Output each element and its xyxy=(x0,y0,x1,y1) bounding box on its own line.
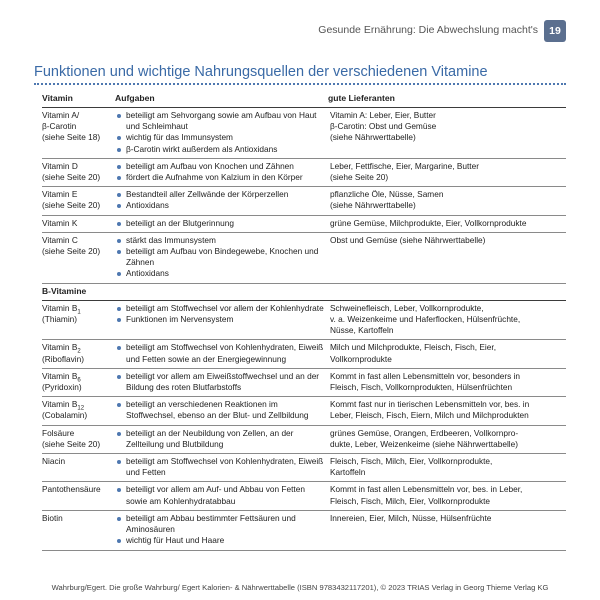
sources-cell xyxy=(328,232,566,283)
tasks-cell xyxy=(115,368,328,396)
task-item: wichtig für Haut und Haare xyxy=(115,535,328,546)
task-item: wichtig für das Immunsystem xyxy=(115,132,328,143)
dotted-divider xyxy=(34,83,566,85)
tasks-list xyxy=(115,342,328,364)
task-item: Antioxidans xyxy=(115,200,328,211)
sources-text: Leber, Fettfische, Eier, Margarine, Butter (siehe Seite 20) xyxy=(330,160,479,183)
vitamin-subscript: 6 xyxy=(77,377,81,384)
sources-text: Innereien, Eier, Milch, Nüsse, Hülsenfrüchte xyxy=(330,512,492,523)
group-label-b-vitamins: B-Vitamine xyxy=(42,283,566,300)
sources-cell xyxy=(328,187,566,215)
sources-cell xyxy=(328,368,566,396)
vitamin-cell xyxy=(42,232,115,283)
vitamin-name-line xyxy=(42,428,111,439)
task-item: beteiligt am Stoffwechsel von Kohlenhydraten, Eiweiß und Fetten sowie an der Energiegewinnung xyxy=(115,342,328,364)
vitamin-name-line xyxy=(42,342,111,356)
tasks-cell xyxy=(115,108,328,159)
vitamin-base-name: Vitamin B xyxy=(42,399,78,410)
vitamin-name-line xyxy=(42,484,111,495)
vitamin-cell xyxy=(42,482,115,510)
sources-text: grüne Gemüse, Milchprodukte, Eier, Vollkornprodukte xyxy=(330,217,527,228)
table-row xyxy=(42,425,566,453)
tasks-cell xyxy=(115,158,328,186)
sources-cell xyxy=(328,510,566,550)
table-row xyxy=(42,187,566,215)
sources-text: Kommt in fast allen Lebensmitteln vor, bes. in Leber, Fleisch, Fisch, Milch, Eier, Vollkornprodukte xyxy=(330,484,523,506)
vitamin-cell xyxy=(42,158,115,186)
running-head: Gesunde Ernährung: Die Abwechslung macht's xyxy=(318,24,538,36)
vitamin-name-line: Vitamin C xyxy=(42,234,78,245)
copyright-footer: Wahrburg/Egert. Die große Wahrburg/ Egert Kalorien- & Nährwerttabelle (ISBN 9783432117201), © 2023 TRIAS Verlag in Georg Thieme Verlag KG xyxy=(51,583,549,592)
table-row xyxy=(42,510,566,550)
table-row xyxy=(42,340,566,368)
table-row xyxy=(42,454,566,482)
vitamin-note: (Pyridoxin) xyxy=(42,382,82,393)
tasks-cell xyxy=(115,187,328,215)
sources-text: Kommt in fast allen Lebensmitteln vor, besonders in Fleisch, Fisch, Vollkornprodukten, Hülsenfrüchten xyxy=(330,370,521,393)
vitamin-note: (Cobalamin) xyxy=(42,410,88,421)
task-item: beteiligt am Sehvorgang sowie am Aufbau von Haut und Schleimhaut xyxy=(115,110,328,132)
sources-cell xyxy=(328,300,566,340)
table-row xyxy=(42,158,566,186)
sources-text: Fleisch, Fisch, Milch, Eier, Vollkornprodukte, Kartoffeln xyxy=(330,456,493,478)
tasks-list xyxy=(115,110,328,155)
task-item: Bestandteil aller Zellwände der Körperzellen xyxy=(115,189,328,200)
task-item: beteiligt an der Blutgerinnung xyxy=(115,218,328,229)
tasks-list xyxy=(115,428,328,450)
tasks-list xyxy=(115,235,328,280)
vitamin-note: (Riboflavin) xyxy=(42,353,84,364)
sources-text: Milch und Milchprodukte, Fleisch, Fisch, Eier, Vollkornprodukte xyxy=(330,342,496,364)
page-number-badge: 19 xyxy=(544,20,566,42)
task-item: beteiligt vor allem am Auf- und Abbau von Fetten sowie am Kohlenhydratabbau xyxy=(115,484,328,506)
vitamin-note: (siehe Seite 20) xyxy=(42,438,101,449)
tasks-cell xyxy=(115,232,328,283)
vitamin-name-line: (siehe Seite 18) xyxy=(42,132,101,143)
vitamin-cell xyxy=(42,454,115,482)
vitamin-name-line xyxy=(42,371,111,382)
vitamin-name-line: Vitamin K xyxy=(42,217,78,228)
tasks-list xyxy=(115,484,328,506)
vitamin-table xyxy=(42,90,566,551)
vitamin-cell xyxy=(42,300,115,340)
task-item: beteiligt am Stoffwechsel vor allem der Kohlenhydrate xyxy=(115,303,328,314)
tasks-list xyxy=(115,303,328,325)
task-item: beteiligt am Abbau bestimmter Fettsäuren und Aminosäuren xyxy=(115,513,328,535)
vitamin-cell xyxy=(42,425,115,453)
vitamin-name-line: (siehe Seite 20) xyxy=(42,246,101,257)
sources-text: Schweinefleisch, Leber, Vollkornprodukte, v. a. Weizenkeime und Haferflocken, Hülsenfrüchte, Nüsse, Kartoffeln xyxy=(330,302,521,336)
tasks-cell xyxy=(115,482,328,510)
vitamin-name-line xyxy=(42,513,111,524)
table-body xyxy=(42,108,566,551)
vitamin-cell xyxy=(42,108,115,159)
vitamin-name-line xyxy=(42,399,111,410)
vitamin-cell xyxy=(42,510,115,550)
vitamin-cell xyxy=(42,397,115,425)
table-header-row xyxy=(42,90,566,108)
sources-cell xyxy=(328,482,566,510)
task-item: beteiligt vor allem am Eiweißstoffwechsel und an der Bildung des roten Blutfarbstoffs xyxy=(115,371,328,393)
tasks-cell xyxy=(115,425,328,453)
sources-text: pflanzliche Öle, Nüsse, Samen (siehe Nährwerttabelle) xyxy=(330,189,444,211)
vitamin-name-line: (siehe Seite 20) xyxy=(42,200,101,211)
vitamin-name-line: Vitamin E xyxy=(42,189,78,200)
table-row xyxy=(42,300,566,340)
tasks-list xyxy=(115,161,328,183)
vitamin-name-line: Vitamin A/ xyxy=(42,110,80,120)
task-item: stärkt das Immunsystem xyxy=(115,235,328,246)
vitamin-subscript: 12 xyxy=(77,405,85,412)
vitamin-base-name: Vitamin B xyxy=(42,370,78,381)
sources-cell xyxy=(328,397,566,425)
tasks-cell xyxy=(115,300,328,340)
tasks-cell xyxy=(115,340,328,368)
vitamin-note: (Thiamin) xyxy=(42,314,78,325)
sources-text: Obst und Gemüse (siehe Nährwerttabelle) xyxy=(330,234,486,245)
tasks-list xyxy=(115,456,328,478)
sources-cell xyxy=(328,158,566,186)
sources-cell xyxy=(328,215,566,232)
vitamin-subscript: 2 xyxy=(77,349,81,356)
tasks-cell xyxy=(115,397,328,425)
group-row-b-vitamins xyxy=(42,283,566,300)
column-header-sources: gute Lieferanten xyxy=(328,90,566,108)
vitamin-cell xyxy=(42,215,115,232)
tasks-list xyxy=(115,189,328,211)
tasks-list xyxy=(115,371,328,393)
task-item: beteiligt an der Neubildung von Zellen, an der Zellteilung und Blutbildung xyxy=(115,428,328,450)
task-item: fördert die Aufnahme von Kalzium in den Körper xyxy=(115,172,328,183)
table-row xyxy=(42,368,566,396)
vitamin-cell xyxy=(42,187,115,215)
sources-cell xyxy=(328,425,566,453)
sources-cell xyxy=(328,454,566,482)
task-item: β-Carotin wirkt außerdem als Antioxidans xyxy=(115,144,328,155)
section-title: Funktionen und wichtige Nahrungsquellen der verschiedenen Vitamine xyxy=(34,64,488,80)
vitamin-base-name: Biotin xyxy=(42,512,63,523)
vitamin-cell xyxy=(42,368,115,396)
vitamin-name-line: Vitamin D xyxy=(42,160,78,171)
vitamin-name-line xyxy=(42,456,111,467)
column-header-tasks: Aufgaben xyxy=(115,90,328,108)
vitamin-base-name: Vitamin B xyxy=(42,342,78,353)
tasks-list xyxy=(115,399,328,421)
task-item: beteiligt am Aufbau von Bindegewebe, Knochen und Zähnen xyxy=(115,246,328,268)
vitamin-base-name: Niacin xyxy=(42,456,66,467)
tasks-cell xyxy=(115,510,328,550)
tasks-list xyxy=(115,513,328,547)
sources-text: grünes Gemüse, Orangen, Erdbeeren, Vollkornpro- dukte, Leber, Weizenkeime (siehe Nährwerttabelle) xyxy=(330,427,519,449)
vitamin-table-wrapper xyxy=(42,90,566,551)
task-item: beteiligt am Aufbau von Knochen und Zähnen xyxy=(115,161,328,172)
tasks-list xyxy=(115,218,328,229)
tasks-cell xyxy=(115,215,328,232)
vitamin-base-name: Folsäure xyxy=(42,427,75,438)
table-row xyxy=(42,108,566,159)
table-row xyxy=(42,397,566,425)
table-row xyxy=(42,215,566,232)
tasks-cell xyxy=(115,454,328,482)
sources-cell xyxy=(328,108,566,159)
task-item: beteiligt an verschiedenen Reaktionen im Stoffwechsel, ebenso an der Blut- und Zellbildung xyxy=(115,399,328,421)
vitamin-name-line: (siehe Seite 20) xyxy=(42,172,101,183)
vitamin-base-name: Vitamin B xyxy=(42,302,78,313)
task-item: beteiligt am Stoffwechsel von Kohlenhydraten, Eiweiß und Fetten xyxy=(115,456,328,478)
vitamin-name-line xyxy=(42,303,111,314)
vitamin-subscript: 1 xyxy=(77,309,81,316)
task-item: Funktionen im Nervensystem xyxy=(115,314,328,325)
sources-text: Kommt fast nur in tierischen Lebensmitteln vor, bes. in Leber, Fleisch, Fisch, Eiern, Milch und Milchprodukten xyxy=(330,399,530,421)
vitamin-cell xyxy=(42,340,115,368)
sources-text: Vitamin A: Leber, Eier, Butter β-Carotin: Obst und Gemüse (siehe Nährwerttabelle) xyxy=(330,110,437,143)
table-row xyxy=(42,232,566,283)
column-header-vitamin: Vitamin xyxy=(42,90,115,108)
vitamin-name-line: β-Carotin xyxy=(42,121,77,132)
vitamin-base-name: Pantothensäure xyxy=(42,484,101,495)
task-item: Antioxidans xyxy=(115,268,328,279)
sources-cell xyxy=(328,340,566,368)
table-row xyxy=(42,482,566,510)
